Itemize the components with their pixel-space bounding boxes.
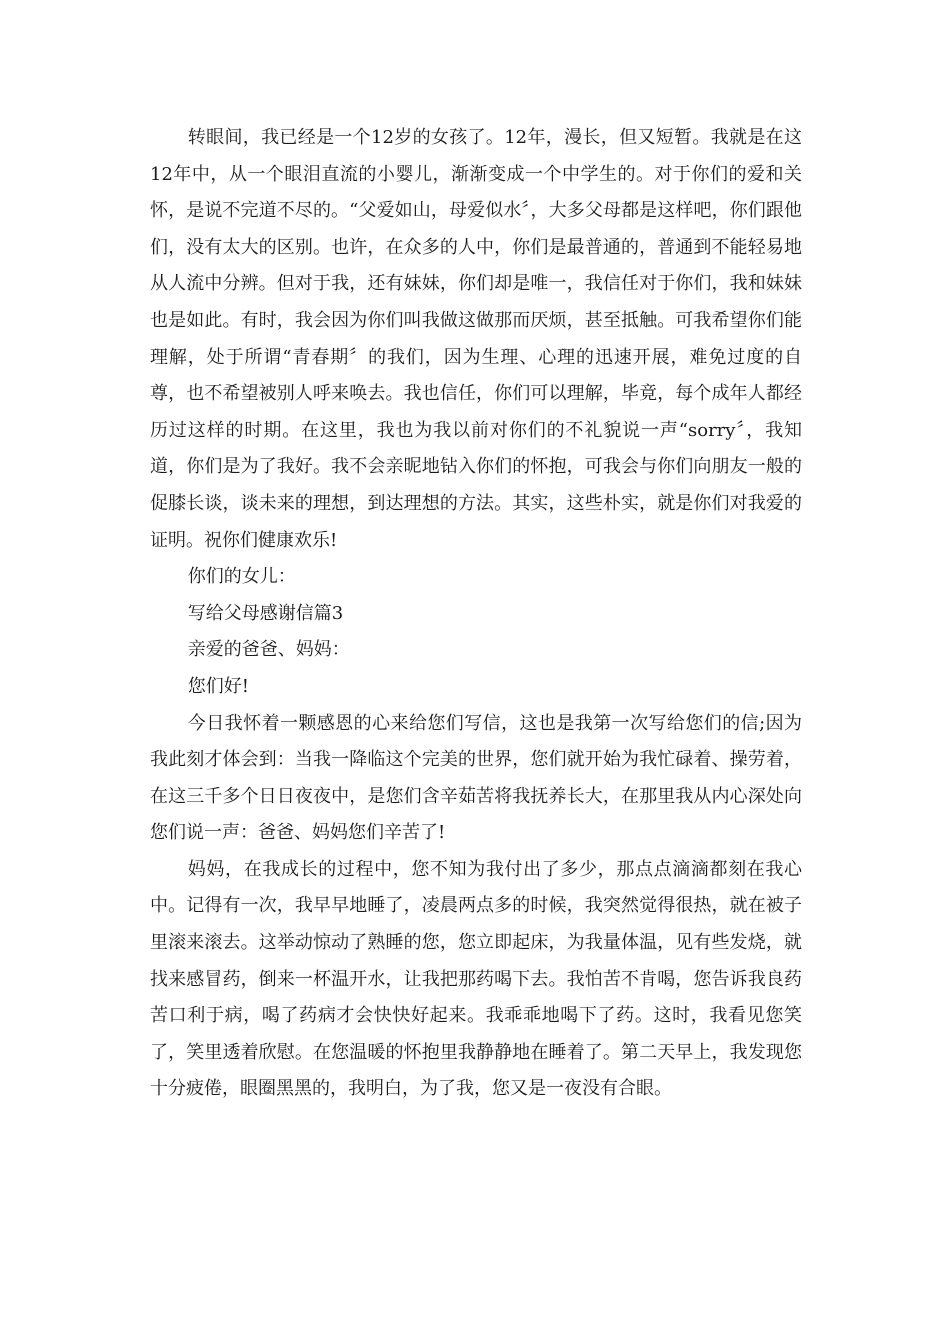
paragraph-signature: 你们的女儿： bbox=[187, 566, 296, 588]
section-heading: 写给父母感谢信篇3 bbox=[187, 602, 344, 624]
paragraph-letter-body: 转眼间，我已经是一个12岁的女孩了。12年，漫长，但又短暂。我就是在这12年中，从一个眼泪直流的小婴儿，渐渐变成一个中学生的。对于你们的爱和关怀，是说不完道不尽的。“父爱如山，母爱似水〞，大多父母都是这样吧，你们跟他们，没有太大的区别。也许，在众多的人中，你们是最普通的，普通到不能轻易地从人流中分辨。但对于我，还有妹妹，你们却是唯一，我信任对于你们，我和妹妹也是如此。有时，我会因为你们叫我做这做那而厌烦，甚至抵触。可我希望你们能理解，处于所谓“青春期〞的我们，因为生理、心理的迅速开展，难免过度的自尊，也不希望被别人呼来唤去。我也信任，你们可以理解，毕竟，每个成年人都经历过这样的时期。在这里，我也为我以前对你们的不礼貌说一声“sorry〞，我知道，你们是为了我好。我不会亲昵地钻入你们的怀抱，可我会与你们向朋友一般的促膝长谈，谈未来的理想，到达理想的方法。其实，这些朴实，就是你们对我爱的证明。祝你们健康欢乐! bbox=[150, 127, 802, 551]
paragraph-greeting: 您们好! bbox=[187, 675, 250, 697]
document-body bbox=[150, 120, 802, 1108]
paragraph-intro: 今日我怀着一颗感恩的心来给您们写信，这也是我第一次写给您们的信;因为我此刻才体会到：当我一降临这个完美的世界，您们就开始为我忙碌着、操劳着，在这三千多个日日夜夜中，是您们含辛茹苦将我抚养长大，在那里我从内心深处向您们说一声：爸爸、妈妈您们辛苦了! bbox=[150, 712, 802, 844]
paragraph-salutation: 亲爱的爸爸、妈妈： bbox=[187, 639, 350, 661]
paragraph-memory: 妈妈，在我成长的过程中，您不知为我付出了多少，那点点滴滴都刻在我心中。记得有一次，我早早地睡了，凌晨两点多的时候，我突然觉得很热，就在被子里滚来滚去。这举动惊动了熟睡的您，您立即起床，为我量体温，见有些发烧，就找来感冒药，倒来一杯温开水，让我把那药喝下去。我怕苦不肯喝，您告诉我良药苦口利于病，喝了药病才会快快好起来。我乖乖地喝下了药。这时，我看见您笑了，笑里透着欣慰。在您温暖的怀抱里我静静地在睡着了。第二天早上，我发现您十分疲倦，眼圈黑黑的，我明白，为了我，您又是一夜没有合眼。 bbox=[150, 858, 802, 1100]
